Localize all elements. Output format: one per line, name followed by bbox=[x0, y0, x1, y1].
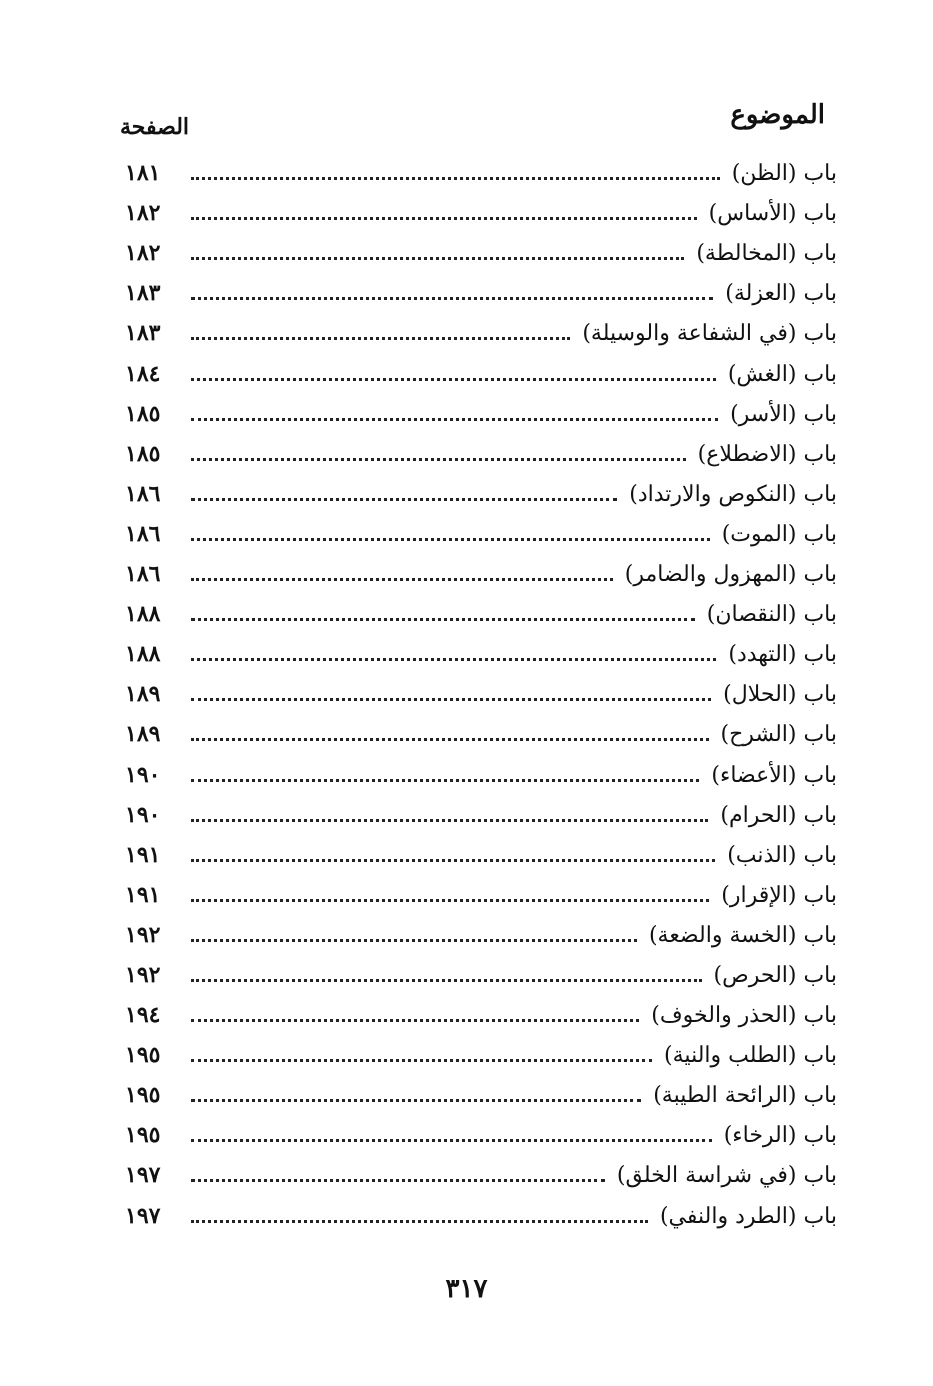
dot-leader bbox=[191, 616, 695, 621]
toc-entry bbox=[125, 591, 837, 631]
toc-entry-title: باب (الأسر) bbox=[730, 401, 837, 427]
dot-leader bbox=[191, 1177, 605, 1182]
toc-entry bbox=[125, 511, 837, 551]
dot-leader bbox=[191, 696, 711, 701]
toc-entry bbox=[125, 751, 837, 791]
toc-entry bbox=[125, 1192, 837, 1232]
toc-entry-title: باب (النقصان) bbox=[706, 602, 837, 628]
toc-entry-title: باب (الحرام) bbox=[720, 802, 837, 828]
toc-entry-page: ١٩٥ bbox=[125, 1082, 161, 1109]
dot-leader bbox=[191, 1137, 712, 1142]
toc-entry-title: باب (التهدد) bbox=[728, 642, 837, 668]
toc-entry-page: ١٨٦ bbox=[125, 561, 161, 588]
table-of-contents bbox=[125, 150, 837, 1233]
toc-entry-page: ١٨٥ bbox=[125, 400, 161, 427]
toc-entry-title: باب (الحلال) bbox=[723, 682, 837, 708]
toc-entry bbox=[125, 310, 837, 350]
dot-leader bbox=[191, 255, 684, 260]
dot-leader bbox=[191, 736, 709, 741]
toc-entry-title: باب (الذنب) bbox=[727, 842, 837, 868]
toc-entry bbox=[125, 471, 837, 511]
page-column-heading: الصفحة bbox=[120, 114, 190, 140]
dot-leader bbox=[191, 1218, 648, 1223]
dot-leader bbox=[191, 376, 716, 381]
toc-entry bbox=[125, 1112, 837, 1152]
dot-leader bbox=[191, 295, 713, 300]
toc-entry bbox=[125, 551, 837, 591]
toc-entry-title: باب (الشرح) bbox=[720, 722, 837, 748]
toc-entry-page: ١٨٦ bbox=[125, 520, 161, 547]
toc-entry-page: ١٩١ bbox=[125, 881, 161, 908]
toc-entry-page: ١٨٥ bbox=[125, 440, 161, 467]
dot-leader bbox=[191, 817, 708, 822]
dot-leader bbox=[191, 536, 710, 541]
toc-entry-title: باب (الخسة والضعة) bbox=[648, 922, 837, 948]
dot-leader bbox=[191, 656, 716, 661]
toc-entry-page: ١٨٨ bbox=[125, 601, 161, 628]
toc-entry-title: باب (الرائحة الطيبة) bbox=[653, 1083, 837, 1109]
toc-entry-title: باب (الرخاء) bbox=[723, 1123, 837, 1149]
toc-entry bbox=[125, 1032, 837, 1072]
dot-leader bbox=[191, 1057, 652, 1062]
toc-entry bbox=[125, 711, 837, 751]
dot-leader bbox=[191, 1017, 639, 1022]
toc-entry-page: ١٨١ bbox=[125, 160, 161, 187]
toc-entry-title: باب (في الشفاعة والوسيلة) bbox=[582, 321, 837, 347]
toc-entry-title: باب (الإقرار) bbox=[721, 882, 837, 908]
toc-entry-page: ١٨٢ bbox=[125, 240, 161, 267]
toc-entry-page: ١٩٠ bbox=[125, 801, 161, 828]
dot-leader bbox=[191, 496, 617, 501]
toc-entry-title: باب (العزلة) bbox=[725, 281, 837, 307]
toc-entry-title: باب (في شراسة الخلق) bbox=[616, 1163, 837, 1189]
toc-entry-title: باب (الغش) bbox=[727, 361, 837, 387]
dot-leader bbox=[191, 175, 720, 180]
toc-entry-title: باب (الحرص) bbox=[713, 962, 837, 988]
toc-entry-page: ١٩٢ bbox=[125, 961, 161, 988]
toc-entry bbox=[125, 350, 837, 390]
toc-header bbox=[120, 100, 825, 140]
toc-entry bbox=[125, 671, 837, 711]
toc-entry-page: ١٨٣ bbox=[125, 320, 161, 347]
toc-entry-page: ١٩٧ bbox=[125, 1202, 161, 1229]
toc-entry bbox=[125, 1152, 837, 1192]
toc-entry-page: ١٩١ bbox=[125, 841, 161, 868]
toc-entry bbox=[125, 150, 837, 190]
toc-entry bbox=[125, 792, 837, 832]
toc-entry-title: باب (الموت) bbox=[721, 521, 837, 547]
toc-entry-title: باب (المهزول والضامر) bbox=[624, 562, 837, 588]
toc-entry-page: ١٨٩ bbox=[125, 681, 161, 708]
toc-entry-page: ١٨٤ bbox=[125, 360, 161, 387]
toc-entry bbox=[125, 832, 837, 872]
toc-entry bbox=[125, 270, 837, 310]
dot-leader bbox=[191, 215, 697, 220]
page-number: ٣١٧ bbox=[445, 1274, 488, 1304]
toc-entry bbox=[125, 190, 837, 230]
toc-entry-page: ١٨٦ bbox=[125, 480, 161, 507]
dot-leader bbox=[191, 857, 715, 862]
toc-entry-title: باب (الطرد والنفي) bbox=[659, 1203, 837, 1229]
toc-entry-title: باب (النكوص والارتداد) bbox=[629, 481, 837, 507]
toc-entry-page: ١٨٨ bbox=[125, 641, 161, 668]
dot-leader bbox=[191, 416, 718, 421]
dot-leader bbox=[191, 335, 570, 340]
topic-column-heading: الموضوع bbox=[730, 100, 825, 130]
toc-entry-page: ١٨٣ bbox=[125, 280, 161, 307]
toc-entry-page: ١٩٢ bbox=[125, 921, 161, 948]
dot-leader bbox=[191, 576, 613, 581]
toc-entry-page: ١٩٥ bbox=[125, 1042, 161, 1069]
toc-entry bbox=[125, 230, 837, 270]
dot-leader bbox=[191, 937, 637, 942]
toc-entry-page: ١٩٠ bbox=[125, 761, 161, 788]
toc-entry-title: باب (الأساس) bbox=[708, 201, 837, 227]
toc-entry-title: باب (الاضطلاع) bbox=[697, 441, 837, 467]
toc-entry-page: ١٨٩ bbox=[125, 721, 161, 748]
dot-leader bbox=[191, 897, 709, 902]
toc-entry-title: باب (الحذر والخوف) bbox=[651, 1003, 837, 1029]
dot-leader bbox=[191, 777, 699, 782]
toc-entry bbox=[125, 912, 837, 952]
toc-entry bbox=[125, 431, 837, 471]
toc-entry-page: ١٩٥ bbox=[125, 1122, 161, 1149]
toc-entry bbox=[125, 872, 837, 912]
toc-entry bbox=[125, 952, 837, 992]
toc-entry-title: باب (الظن) bbox=[731, 161, 837, 187]
toc-entry-page: ١٩٤ bbox=[125, 1002, 161, 1029]
toc-entry-title: باب (المخالطة) bbox=[696, 241, 837, 267]
toc-entry-page: ١٩٧ bbox=[125, 1162, 161, 1189]
toc-entry-title: باب (الطلب والنية) bbox=[664, 1043, 837, 1069]
toc-entry bbox=[125, 391, 837, 431]
dot-leader bbox=[191, 456, 686, 461]
toc-entry-page: ١٨٢ bbox=[125, 200, 161, 227]
dot-leader bbox=[191, 1097, 641, 1102]
toc-entry-title: باب (الأعضاء) bbox=[711, 762, 837, 788]
dot-leader bbox=[191, 977, 702, 982]
toc-entry bbox=[125, 992, 837, 1032]
toc-entry bbox=[125, 1072, 837, 1112]
toc-entry bbox=[125, 631, 837, 671]
